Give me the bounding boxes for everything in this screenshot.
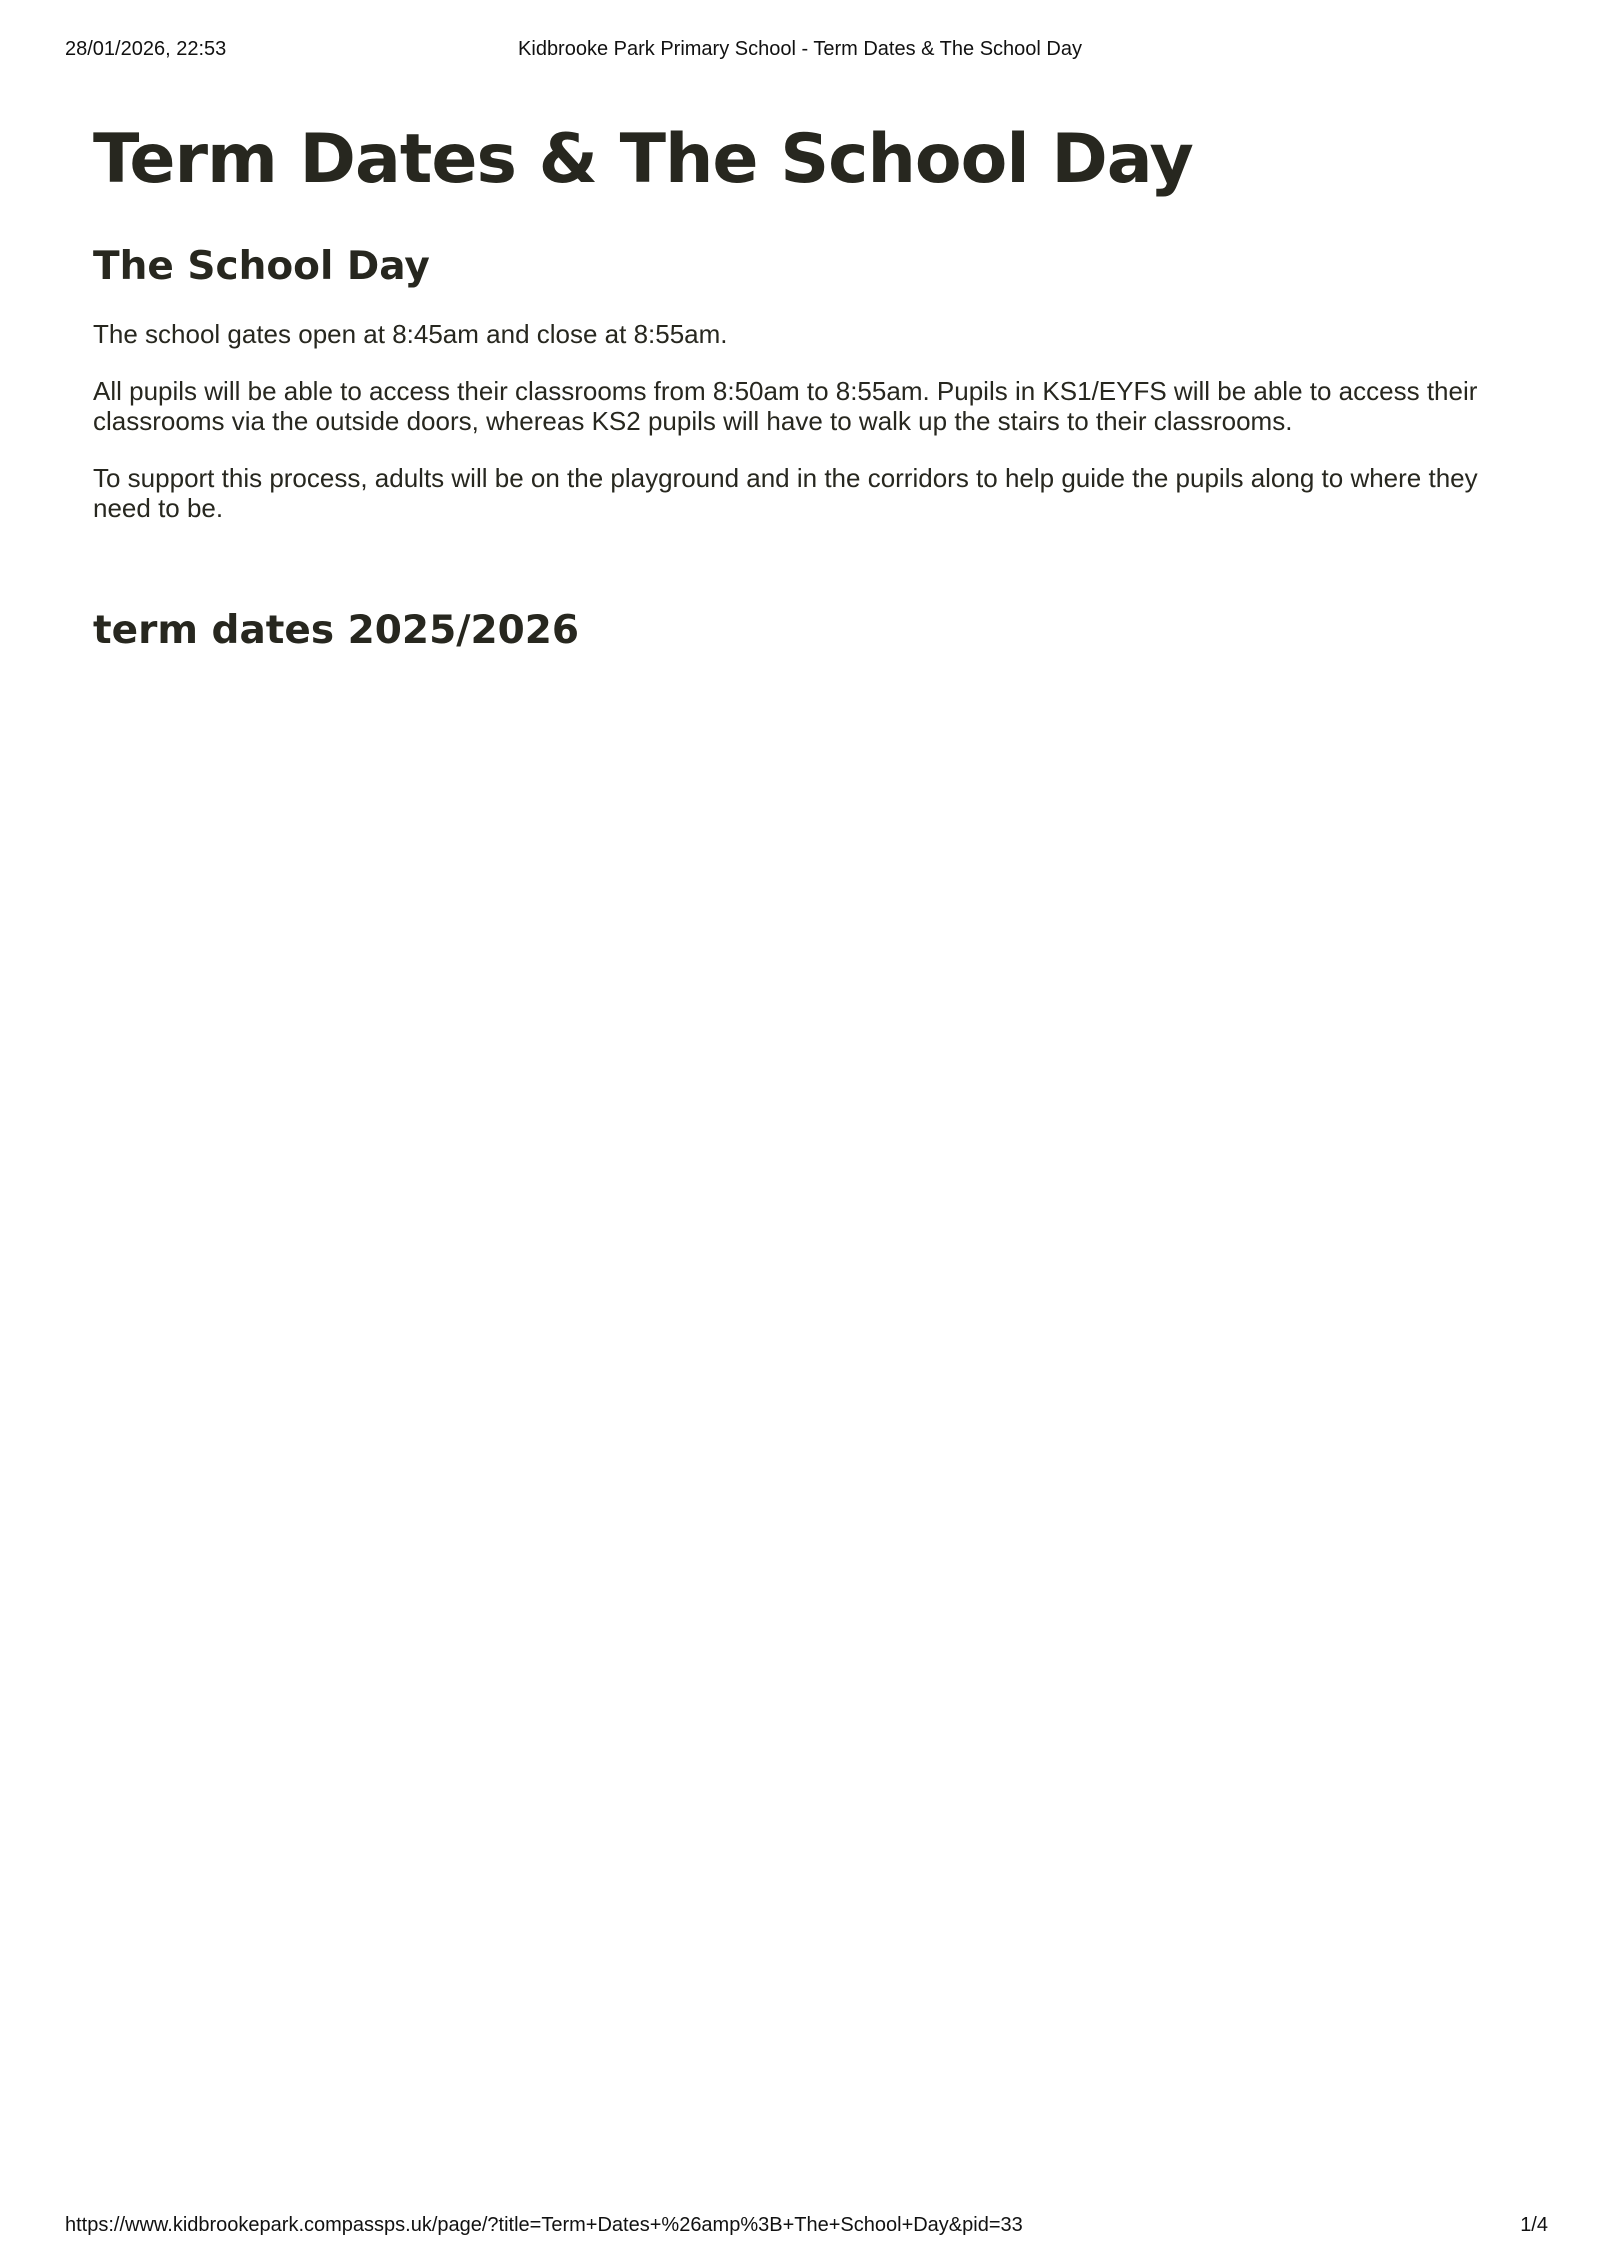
school-day-paragraph-support: To support this process, adults will be on the playground and in the corridors to help guide the pupils along to where they need to be. — [93, 463, 1478, 523]
school-day-heading: The School Day — [93, 244, 430, 289]
print-url: https://www.kidbrookepark.compassps.uk/page/?title=Term+Dates+%26amp%3B+The+School+Day&pid=33 — [65, 2214, 1023, 2236]
page-content — [93, 115, 1513, 656]
school-day-paragraph-access: All pupils will be able to access their classrooms from 8:50am to 8:55am. Pupils in KS1/EYFS will be able to access their classrooms via the outside doors, whereas KS2 pupils will have to walk up the stairs to their classrooms. — [93, 376, 1478, 436]
page-title: Term Dates & The School Day — [93, 120, 1193, 199]
print-footer — [65, 2214, 1548, 2244]
print-page-title: Kidbrooke Park Primary School - Term Dates & The School Day — [518, 38, 1082, 60]
print-header — [65, 38, 1535, 68]
term-dates-heading: term dates 2025/2026 — [93, 608, 579, 653]
school-day-paragraph-gates: The school gates open at 8:45am and close at 8:55am. — [93, 319, 728, 349]
print-page-number: 1/4 — [1520, 2214, 1548, 2236]
print-datetime: 28/01/2026, 22:53 — [65, 38, 227, 60]
